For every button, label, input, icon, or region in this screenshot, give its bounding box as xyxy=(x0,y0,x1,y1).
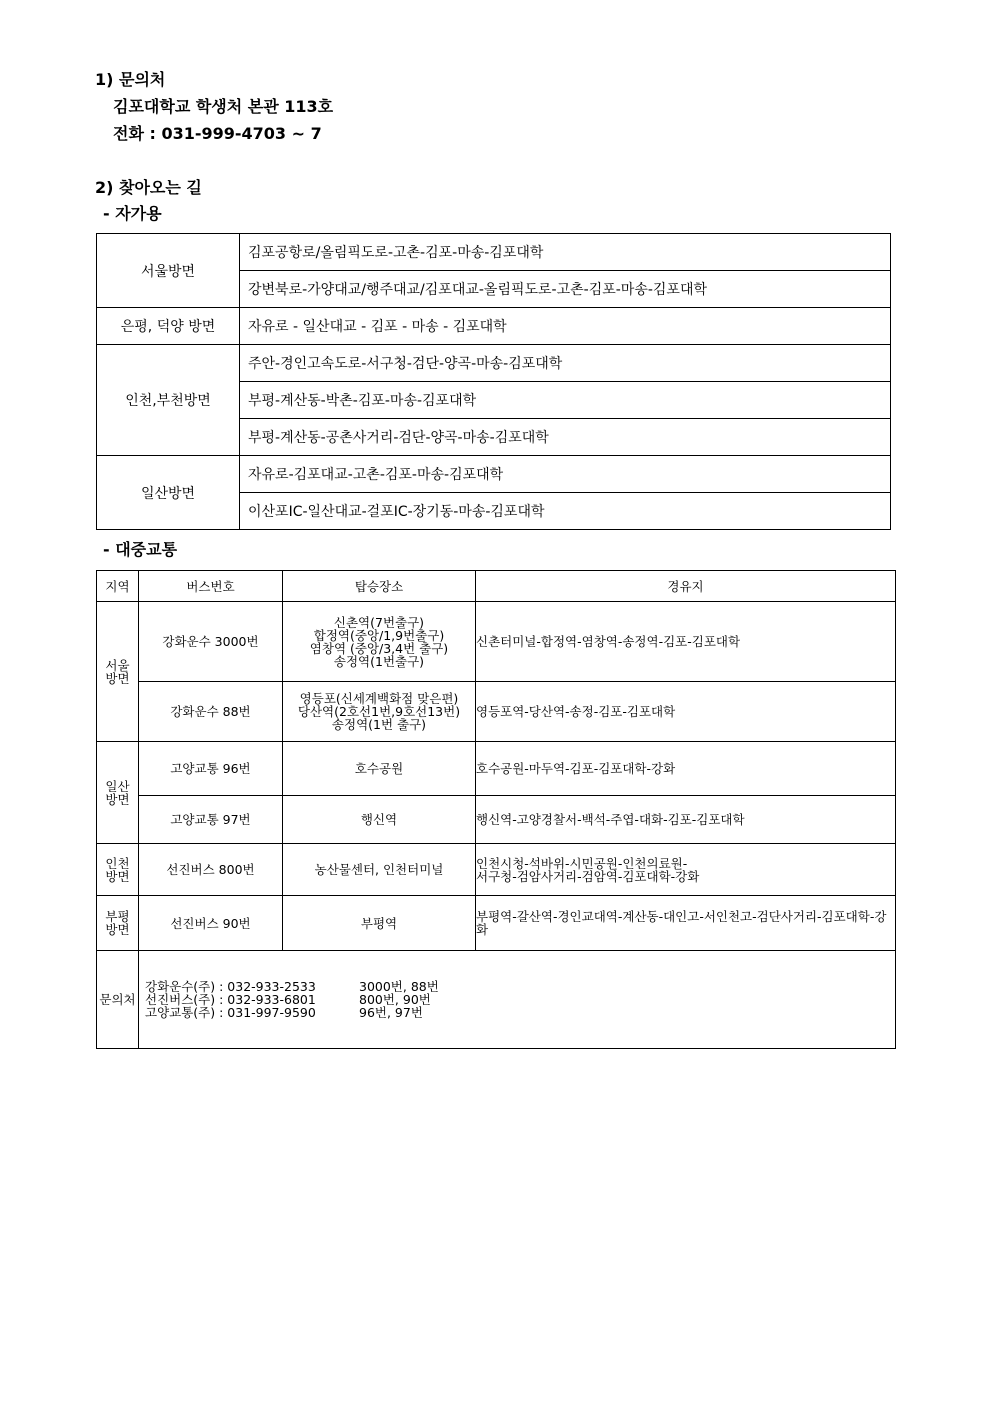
table-row xyxy=(97,951,896,1049)
company-buses: 96번, 97번 xyxy=(359,1005,423,1020)
table-row xyxy=(97,682,896,742)
route-cell: 김포공항로/올림픽도로-고촌-김포-마송-김포대학 xyxy=(240,234,891,271)
contact-label-cell: 문의처 xyxy=(97,951,139,1049)
company-contact: 강화운수(주) : 032-933-2533 xyxy=(145,979,316,994)
company-buses: 3000번, 88번 xyxy=(359,979,439,994)
table-row xyxy=(97,796,896,844)
table-row xyxy=(97,602,896,682)
table-row xyxy=(97,456,891,493)
via-cell: 신촌터미널-합정역-염창역-송정역-김포-김포대학 xyxy=(476,602,896,682)
table-row xyxy=(97,308,891,345)
region-cell: 은평, 덕양 방면 xyxy=(97,308,240,345)
bus-number-cell: 고양교통 97번 xyxy=(139,796,283,844)
boarding-cell: 부평역 xyxy=(283,896,476,951)
public-transport-heading: - 대중교통 xyxy=(103,540,178,559)
car-route-table xyxy=(96,233,891,530)
via-cell: 인천시청-석바위-시민공원-인천의료원- 서구청-검암사거리-검암역-김포대학-강화 xyxy=(476,844,896,896)
bus-route-table xyxy=(96,570,896,1049)
boarding-cell: 행신역 xyxy=(283,796,476,844)
section-2-heading: 2) 찾아오는 길 xyxy=(95,178,202,197)
header-boarding: 탑승장소 xyxy=(283,571,476,602)
bus-number-cell: 강화운수 3000번 xyxy=(139,602,283,682)
route-cell: 자유로-김포대교-고촌-김포-마송-김포대학 xyxy=(240,456,891,493)
region-cell: 일산 방면 xyxy=(97,742,139,844)
car-heading: - 자가용 xyxy=(103,204,162,223)
boarding-cell: 신촌역(7번출구) 합정역(중앙/1,9번출구) 염창역 (중앙/3,4번 출구) 송정역(1번출구) xyxy=(283,602,476,682)
via-cell: 행신역-고양경찰서-백석-주엽-대화-김포-김포대학 xyxy=(476,796,896,844)
route-cell: 자유로 - 일산대교 - 김포 - 마송 - 김포대학 xyxy=(240,308,891,345)
route-cell: 주안-경인고속도로-서구청-검단-양곡-마송-김포대학 xyxy=(240,345,891,382)
region-cell: 일산방면 xyxy=(97,456,240,530)
bus-number-cell: 선진버스 90번 xyxy=(139,896,283,951)
contact-phone: 전화 : 031-999-4703 ~ 7 xyxy=(113,124,322,143)
contact-row xyxy=(145,1006,895,1019)
company-contact: 고양교통(주) : 031-997-9590 xyxy=(145,1005,316,1020)
region-cell: 부평 방면 xyxy=(97,896,139,951)
boarding-cell: 농산물센터, 인천터미널 xyxy=(283,844,476,896)
table-row xyxy=(97,742,896,796)
table-header-row xyxy=(97,571,896,602)
route-cell: 이산포IC-일산대교-걸포IC-장기동-마송-김포대학 xyxy=(240,493,891,530)
contact-address: 김포대학교 학생처 본관 113호 xyxy=(113,97,334,116)
table-row xyxy=(97,844,896,896)
route-cell: 강변북로-가양대교/행주대교/김포대교-올림픽도로-고촌-김포-마송-김포대학 xyxy=(240,271,891,308)
contacts-cell xyxy=(139,951,896,1049)
via-cell: 영등포역-당산역-송정-김포-김포대학 xyxy=(476,682,896,742)
boarding-cell: 영등포(신세계백화점 맞은편) 당산역(2호선1번,9호선13번) 송정역(1번 출구) xyxy=(283,682,476,742)
section-1-heading: 1) 문의처 xyxy=(95,70,166,89)
region-cell: 서울방면 xyxy=(97,234,240,308)
via-cell: 부평역-갈산역-경인교대역-계산동-대인고-서인천고-검단사거리-김포대학-강화 xyxy=(476,896,896,951)
route-cell: 부평-계산동-박촌-김포-마송-김포대학 xyxy=(240,382,891,419)
via-cell: 호수공원-마두역-김포-김포대학-강화 xyxy=(476,742,896,796)
company-contact: 선진버스(주) : 032-933-6801 xyxy=(145,992,316,1007)
table-row xyxy=(97,896,896,951)
company-buses: 800번, 90번 xyxy=(359,992,431,1007)
bus-number-cell: 고양교통 96번 xyxy=(139,742,283,796)
region-cell: 서울 방면 xyxy=(97,602,139,742)
region-cell: 인천,부천방면 xyxy=(97,345,240,456)
bus-number-cell: 선진버스 800번 xyxy=(139,844,283,896)
table-row xyxy=(97,234,891,271)
route-cell: 부평-계산동-공촌사거리-검단-양곡-마송-김포대학 xyxy=(240,419,891,456)
region-cell: 인천 방면 xyxy=(97,844,139,896)
header-region: 지역 xyxy=(97,571,139,602)
header-bus-number: 버스번호 xyxy=(139,571,283,602)
boarding-cell: 호수공원 xyxy=(283,742,476,796)
table-row xyxy=(97,345,891,382)
bus-number-cell: 강화운수 88번 xyxy=(139,682,283,742)
header-via: 경유지 xyxy=(476,571,896,602)
